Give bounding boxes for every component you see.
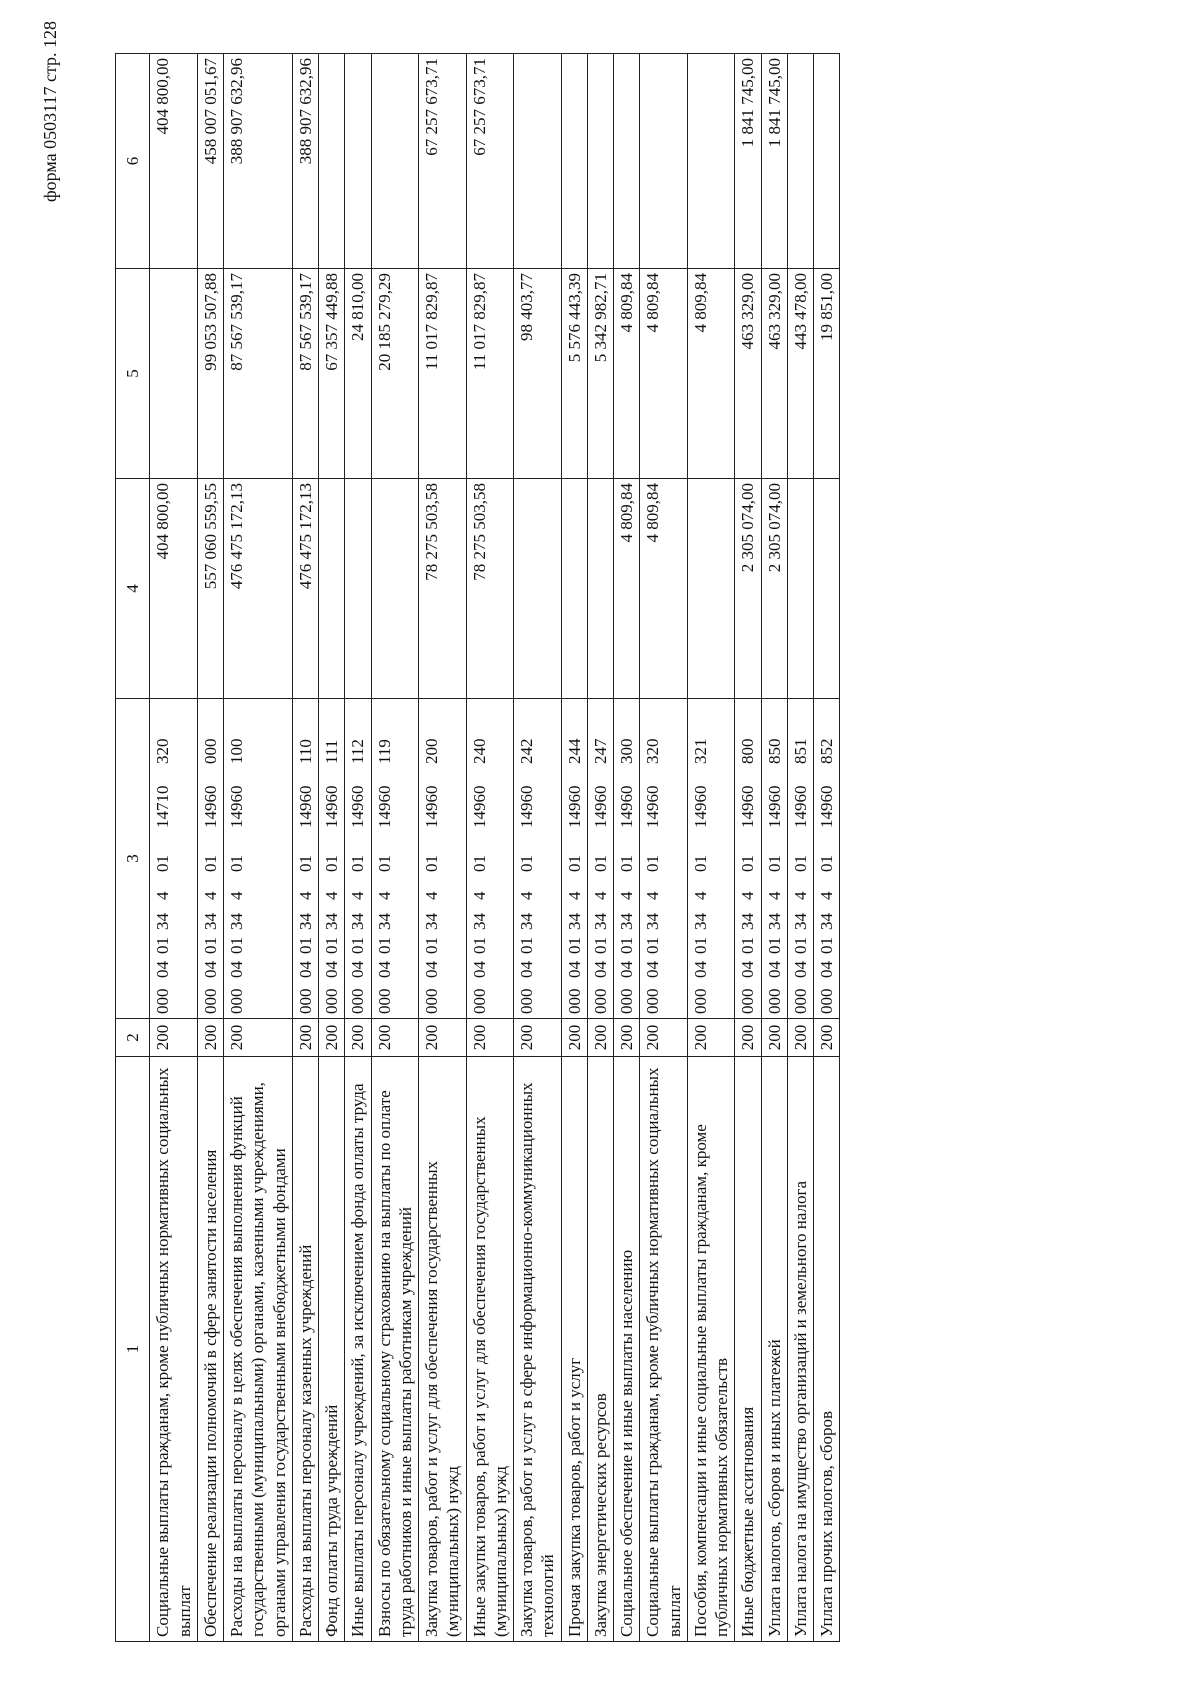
code-segment: 000: [469, 988, 489, 1014]
row-unexecuted-cell: 388 907 632,96: [224, 54, 293, 269]
row-classification-code-cell: [514, 699, 562, 1019]
code-segment: 200: [422, 738, 441, 764]
row-executed-cell: 67 357 449,88: [319, 269, 345, 479]
code-segment: 4: [738, 891, 758, 900]
code-segment: 34: [817, 913, 836, 930]
code-segment: 4: [690, 891, 710, 900]
code-segment: 242: [517, 738, 536, 764]
code-segment: 4: [817, 891, 836, 900]
form-reference: форма 0503117 стр. 128: [40, 20, 60, 202]
code-segment: 34: [738, 913, 758, 930]
code-segment: 000: [617, 988, 636, 1014]
row-name-cell: Уплата налога на имущество организаций и земельного налога: [787, 1057, 813, 1642]
code-segment: 01: [348, 855, 368, 872]
row-line-code-cell: 200: [371, 1019, 419, 1057]
code-segment: 14960: [200, 785, 220, 828]
code-segment: 4: [322, 891, 341, 900]
row-unexecuted-cell: [814, 54, 840, 269]
row-unexecuted-cell: 1 841 745,00: [735, 54, 761, 269]
code-segment: 01: [764, 855, 784, 872]
code-segment: 04: [374, 961, 394, 978]
row-executed-cell: 24 810,00: [345, 269, 371, 479]
code-segment: 34: [469, 913, 489, 930]
code-segment: 01: [422, 937, 441, 954]
code-segment: 01: [643, 937, 663, 954]
code-segment: 01: [322, 937, 341, 954]
code-segment: 04: [643, 961, 663, 978]
row-classification-code-cell: [614, 699, 640, 1019]
row-classification-code-cell: [761, 699, 787, 1019]
row-name-cell: Иные выплаты персоналу учреждений, за исключением фонда оплаты труда: [345, 1057, 371, 1642]
code-segment: 01: [617, 937, 636, 954]
row-approved-cell: 476 475 172,13: [224, 479, 293, 699]
row-line-code-cell: 200: [587, 1019, 613, 1057]
table-row: [735, 54, 761, 1642]
code-segment: 04: [690, 961, 710, 978]
code-segment: 34: [348, 913, 368, 930]
code-segment: 04: [564, 961, 584, 978]
code-segment: 01: [738, 855, 758, 872]
row-approved-cell: [514, 479, 562, 699]
code-segment: 01: [517, 937, 536, 954]
code-segment: 04: [738, 961, 758, 978]
code-segment: 34: [153, 913, 173, 930]
row-name-cell: Уплата прочих налогов, сборов: [814, 1057, 840, 1642]
code-segment: 01: [200, 855, 220, 872]
row-line-code-cell: 200: [514, 1019, 562, 1057]
code-segment: 34: [517, 913, 536, 930]
row-classification-code-cell: [787, 699, 813, 1019]
row-classification-code-cell: [319, 699, 345, 1019]
code-segment: 14960: [517, 785, 536, 828]
code-segment: 300: [617, 738, 636, 764]
table-row: [319, 54, 345, 1642]
code-segment: 01: [295, 855, 315, 872]
row-line-code-cell: 200: [150, 1019, 198, 1057]
code-segment: 320: [153, 738, 173, 764]
code-segment: 34: [564, 913, 584, 930]
row-unexecuted-cell: [640, 54, 688, 269]
code-segment: 14960: [322, 785, 341, 828]
code-segment: 14960: [469, 785, 489, 828]
table-row: [814, 54, 840, 1642]
code-segment: 34: [374, 913, 394, 930]
code-segment: 01: [322, 855, 341, 872]
code-segment: 34: [227, 913, 246, 930]
row-executed-cell: [150, 269, 198, 479]
code-segment: 4: [374, 891, 394, 900]
row-approved-cell: 404 800,00: [150, 479, 198, 699]
row-classification-code-cell: [419, 699, 467, 1019]
row-name-cell: Социальное обеспечение и иные выплаты населению: [614, 1057, 640, 1642]
row-name-cell: Иные закупки товаров, работ и услуг для обеспечения государственных (муниципальных) нужд: [466, 1057, 514, 1642]
code-segment: 4: [295, 891, 315, 900]
row-approved-cell: 4 809,84: [614, 479, 640, 699]
row-unexecuted-cell: [787, 54, 813, 269]
code-segment: 000: [517, 988, 536, 1014]
row-unexecuted-cell: [371, 54, 419, 269]
table-row: [466, 54, 514, 1642]
code-segment: 14710: [153, 785, 173, 828]
column-header: 6: [116, 54, 150, 269]
code-segment: 04: [617, 961, 636, 978]
row-unexecuted-cell: 388 907 632,96: [292, 54, 318, 269]
row-approved-cell: [814, 479, 840, 699]
table-row: [419, 54, 467, 1642]
row-approved-cell: 4 809,84: [640, 479, 688, 699]
code-segment: 800: [738, 738, 758, 764]
column-header: 3: [116, 699, 150, 1019]
row-name-cell: Закупка энергетических ресурсов: [587, 1057, 613, 1642]
code-segment: 01: [295, 937, 315, 954]
row-executed-cell: 443 478,00: [787, 269, 813, 479]
code-segment: 14960: [643, 785, 663, 828]
row-line-code-cell: 200: [292, 1019, 318, 1057]
table-row: [514, 54, 562, 1642]
row-name-cell: Расходы на выплаты персоналу казенных учреждений: [292, 1057, 318, 1642]
code-segment: 04: [790, 961, 810, 978]
code-segment: 01: [817, 937, 836, 954]
row-unexecuted-cell: [687, 54, 735, 269]
code-segment: 04: [469, 961, 489, 978]
row-unexecuted-cell: [587, 54, 613, 269]
code-segment: 4: [153, 891, 173, 900]
code-segment: 247: [590, 738, 610, 764]
row-name-cell: Фонд оплаты труда учреждений: [319, 1057, 345, 1642]
row-unexecuted-cell: [319, 54, 345, 269]
row-executed-cell: 11 017 829,87: [419, 269, 467, 479]
row-approved-cell: [371, 479, 419, 699]
row-unexecuted-cell: [614, 54, 640, 269]
row-unexecuted-cell: 67 257 673,71: [419, 54, 467, 269]
row-name-cell: Социальные выплаты гражданам, кроме публичных нормативных социальных выплат: [150, 1057, 198, 1642]
row-executed-cell: 20 185 279,29: [371, 269, 419, 479]
table-row: [371, 54, 419, 1642]
table-row: [687, 54, 735, 1642]
row-unexecuted-cell: [561, 54, 587, 269]
code-segment: 04: [590, 961, 610, 978]
table-row: [640, 54, 688, 1642]
code-segment: 01: [590, 937, 610, 954]
code-segment: 000: [590, 988, 610, 1014]
code-segment: 14960: [374, 785, 394, 828]
code-segment: 321: [690, 738, 710, 764]
header-row: [116, 54, 150, 1642]
row-executed-cell: 87 567 539,17: [292, 269, 318, 479]
code-segment: 01: [469, 855, 489, 872]
row-executed-cell: 4 809,84: [640, 269, 688, 479]
row-executed-cell: 463 329,00: [761, 269, 787, 479]
row-line-code-cell: 200: [640, 1019, 688, 1057]
code-segment: 14960: [817, 785, 836, 828]
row-unexecuted-cell: [514, 54, 562, 269]
row-name-cell: Взносы по обязательному социальному страхованию на выплаты по оплате труда работников и иные выплаты работникам учреждений: [371, 1057, 419, 1642]
code-segment: 4: [517, 891, 536, 900]
row-line-code-cell: 200: [466, 1019, 514, 1057]
code-segment: 14960: [790, 785, 810, 828]
table-row: [587, 54, 613, 1642]
code-segment: 000: [153, 988, 173, 1014]
code-segment: 000: [348, 988, 368, 1014]
code-segment: 14960: [764, 785, 784, 828]
row-classification-code-cell: [345, 699, 371, 1019]
code-segment: 01: [617, 855, 636, 872]
row-unexecuted-cell: 404 800,00: [150, 54, 198, 269]
code-segment: 01: [227, 855, 246, 872]
code-segment: 14960: [295, 785, 315, 828]
row-executed-cell: 19 851,00: [814, 269, 840, 479]
row-approved-cell: 2 305 074,00: [735, 479, 761, 699]
row-unexecuted-cell: 458 007 051,67: [197, 54, 223, 269]
row-approved-cell: [587, 479, 613, 699]
row-executed-cell: 4 809,84: [687, 269, 735, 479]
column-header: 1: [116, 1057, 150, 1642]
row-unexecuted-cell: 67 257 673,71: [466, 54, 514, 269]
row-classification-code-cell: [292, 699, 318, 1019]
table-row: [150, 54, 198, 1642]
code-segment: 01: [422, 855, 441, 872]
code-segment: 04: [295, 961, 315, 978]
table-row: [787, 54, 813, 1642]
row-name-cell: Пособия, компенсации и иные социальные выплаты гражданам, кроме публичных нормативных обязательств: [687, 1057, 735, 1642]
code-segment: 01: [790, 855, 810, 872]
code-segment: 14960: [422, 785, 441, 828]
row-line-code-cell: 200: [761, 1019, 787, 1057]
code-segment: 4: [227, 891, 246, 900]
code-segment: 4: [564, 891, 584, 900]
code-segment: 01: [153, 855, 173, 872]
code-segment: 000: [764, 988, 784, 1014]
row-line-code-cell: 200: [614, 1019, 640, 1057]
code-segment: 000: [817, 988, 836, 1014]
row-unexecuted-cell: [345, 54, 371, 269]
code-segment: 34: [690, 913, 710, 930]
code-segment: 000: [374, 988, 394, 1014]
row-line-code-cell: 200: [319, 1019, 345, 1057]
row-approved-cell: [345, 479, 371, 699]
code-segment: 01: [227, 937, 246, 954]
row-classification-code-cell: [371, 699, 419, 1019]
row-classification-code-cell: [640, 699, 688, 1019]
row-executed-cell: 98 403,77: [514, 269, 562, 479]
table-row: [761, 54, 787, 1642]
table-row: [197, 54, 223, 1642]
code-segment: 000: [790, 988, 810, 1014]
code-segment: 01: [690, 937, 710, 954]
row-line-code-cell: 200: [345, 1019, 371, 1057]
code-segment: 851: [790, 738, 810, 764]
code-segment: 000: [200, 738, 220, 764]
code-segment: 4: [643, 891, 663, 900]
code-segment: 04: [153, 961, 173, 978]
code-segment: 110: [295, 739, 315, 764]
column-header: 4: [116, 479, 150, 699]
row-name-cell: Закупка товаров, работ и услуг для обеспечения государственных (муниципальных) нужд: [419, 1057, 467, 1642]
row-executed-cell: 463 329,00: [735, 269, 761, 479]
column-header: 5: [116, 269, 150, 479]
row-classification-code-cell: [224, 699, 293, 1019]
row-line-code-cell: 200: [735, 1019, 761, 1057]
code-segment: 4: [422, 891, 441, 900]
code-segment: 4: [764, 891, 784, 900]
code-segment: 4: [790, 891, 810, 900]
code-segment: 04: [764, 961, 784, 978]
row-name-cell: Уплата налогов, сборов и иных платежей: [761, 1057, 787, 1642]
code-segment: 34: [790, 913, 810, 930]
row-name-cell: Прочая закупка товаров, работ и услуг: [561, 1057, 587, 1642]
row-line-code-cell: 200: [561, 1019, 587, 1057]
code-segment: 14960: [227, 785, 246, 828]
code-segment: 04: [200, 961, 220, 978]
budget-table: [115, 53, 840, 1642]
row-name-cell: Обеспечение реализации полномочий в сфере занятости населения: [197, 1057, 223, 1642]
code-segment: 14960: [690, 785, 710, 828]
code-segment: 01: [153, 937, 173, 954]
row-executed-cell: 5 342 982,71: [587, 269, 613, 479]
code-segment: 04: [227, 961, 246, 978]
code-segment: 04: [348, 961, 368, 978]
code-segment: 4: [617, 891, 636, 900]
row-executed-cell: 11 017 829,87: [466, 269, 514, 479]
row-line-code-cell: 200: [197, 1019, 223, 1057]
row-classification-code-cell: [587, 699, 613, 1019]
row-approved-cell: 2 305 074,00: [761, 479, 787, 699]
row-classification-code-cell: [197, 699, 223, 1019]
code-segment: 04: [517, 961, 536, 978]
row-unexecuted-cell: 1 841 745,00: [761, 54, 787, 269]
table-row: [345, 54, 371, 1642]
code-segment: 4: [590, 891, 610, 900]
row-approved-cell: [319, 479, 345, 699]
code-segment: 852: [817, 738, 836, 764]
code-segment: 01: [817, 855, 836, 872]
code-segment: 112: [348, 739, 368, 764]
code-segment: 000: [322, 988, 341, 1014]
code-segment: 000: [738, 988, 758, 1014]
code-segment: 240: [469, 738, 489, 764]
code-segment: 01: [764, 937, 784, 954]
row-approved-cell: 78 275 503,58: [419, 479, 467, 699]
row-executed-cell: 87 567 539,17: [224, 269, 293, 479]
code-segment: 01: [738, 937, 758, 954]
code-segment: 34: [764, 913, 784, 930]
row-classification-code-cell: [466, 699, 514, 1019]
row-executed-cell: 99 053 507,88: [197, 269, 223, 479]
code-segment: 01: [517, 855, 536, 872]
row-approved-cell: 557 060 559,55: [197, 479, 223, 699]
code-segment: 01: [374, 937, 394, 954]
code-segment: 000: [422, 988, 441, 1014]
row-approved-cell: [687, 479, 735, 699]
code-segment: 14960: [738, 785, 758, 828]
code-segment: 14960: [590, 785, 610, 828]
row-approved-cell: [561, 479, 587, 699]
code-segment: 01: [790, 937, 810, 954]
row-name-cell: Расходы на выплаты персоналу в целях обеспечения выполнения функций государственными (муниципальными) органами, казенными учреждениями, органами управления государственными внебюджетными фондами: [224, 1057, 293, 1642]
row-line-code-cell: 200: [419, 1019, 467, 1057]
row-approved-cell: 78 275 503,58: [466, 479, 514, 699]
row-name-cell: Социальные выплаты гражданам, кроме публичных нормативных социальных выплат: [640, 1057, 688, 1642]
code-segment: 000: [200, 988, 220, 1014]
code-segment: 000: [690, 988, 710, 1014]
code-segment: 34: [617, 913, 636, 930]
row-executed-cell: 4 809,84: [614, 269, 640, 479]
code-segment: 100: [227, 738, 246, 764]
row-approved-cell: 476 475 172,13: [292, 479, 318, 699]
code-segment: 000: [295, 988, 315, 1014]
code-segment: 850: [764, 738, 784, 764]
row-classification-code-cell: [150, 699, 198, 1019]
row-name-cell: Закупка товаров, работ и услуг в сфере информационно-коммуникационных технологий: [514, 1057, 562, 1642]
code-segment: 04: [422, 961, 441, 978]
code-segment: 4: [200, 891, 220, 900]
code-segment: 34: [200, 913, 220, 930]
code-segment: 14960: [348, 785, 368, 828]
code-segment: 244: [564, 738, 584, 764]
code-segment: 04: [322, 961, 341, 978]
row-line-code-cell: 200: [687, 1019, 735, 1057]
column-header: 2: [116, 1019, 150, 1057]
code-segment: 01: [564, 855, 584, 872]
table-row: [614, 54, 640, 1642]
code-segment: 34: [295, 913, 315, 930]
code-segment: 04: [817, 961, 836, 978]
code-segment: 14960: [617, 785, 636, 828]
code-segment: 01: [200, 937, 220, 954]
code-segment: 000: [227, 988, 246, 1014]
table-row: [292, 54, 318, 1642]
code-segment: 119: [374, 739, 394, 764]
code-segment: 01: [348, 937, 368, 954]
code-segment: 01: [643, 855, 663, 872]
code-segment: 01: [469, 937, 489, 954]
table-row: [561, 54, 587, 1642]
code-segment: 34: [322, 913, 341, 930]
row-approved-cell: [787, 479, 813, 699]
code-segment: 01: [374, 855, 394, 872]
row-line-code-cell: 200: [814, 1019, 840, 1057]
table-row: [224, 54, 293, 1642]
row-classification-code-cell: [814, 699, 840, 1019]
code-segment: 000: [564, 988, 584, 1014]
code-segment: 01: [590, 855, 610, 872]
code-segment: 111: [322, 739, 341, 764]
row-classification-code-cell: [735, 699, 761, 1019]
code-segment: 34: [422, 913, 441, 930]
code-segment: 34: [643, 913, 663, 930]
code-segment: 34: [590, 913, 610, 930]
row-classification-code-cell: [687, 699, 735, 1019]
code-segment: 01: [564, 937, 584, 954]
code-segment: 14960: [564, 785, 584, 828]
row-line-code-cell: 200: [224, 1019, 293, 1057]
row-classification-code-cell: [561, 699, 587, 1019]
row-line-code-cell: 200: [787, 1019, 813, 1057]
code-segment: 4: [469, 891, 489, 900]
code-segment: 000: [643, 988, 663, 1014]
code-segment: 320: [643, 738, 663, 764]
code-segment: 4: [348, 891, 368, 900]
row-name-cell: Иные бюджетные ассигнования: [735, 1057, 761, 1642]
code-segment: 01: [690, 855, 710, 872]
row-executed-cell: 5 576 443,39: [561, 269, 587, 479]
